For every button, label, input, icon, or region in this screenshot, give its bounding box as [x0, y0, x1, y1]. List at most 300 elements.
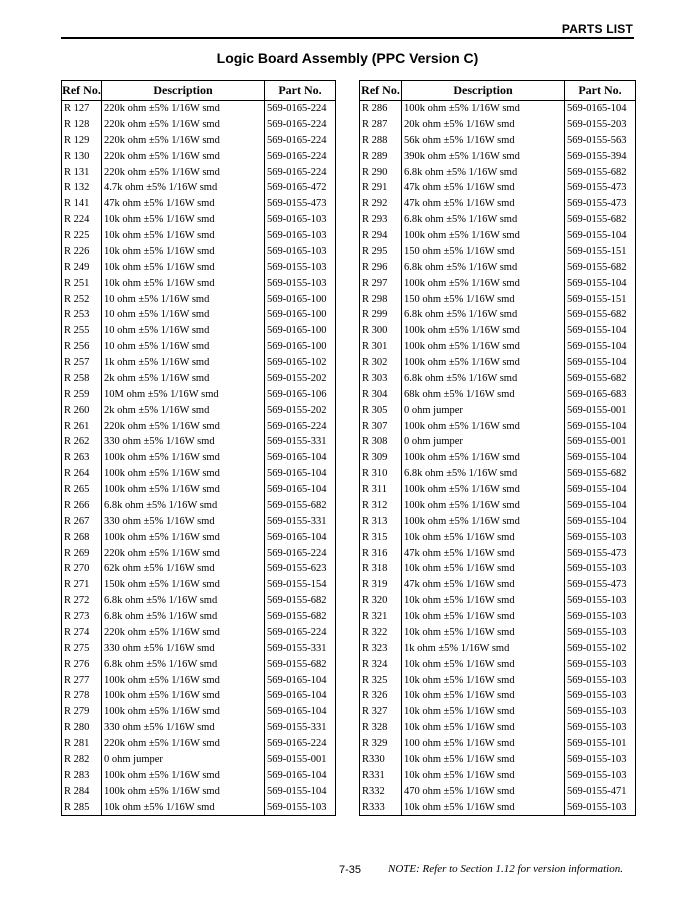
description-cell: 220k ohm ±5% 1/16W smd [102, 736, 265, 752]
table-row [62, 196, 336, 212]
ref-no-cell: R 292 [360, 196, 402, 212]
ref-no-cell: R 318 [360, 561, 402, 577]
description-cell: 47k ohm ±5% 1/16W smd [402, 546, 565, 562]
ref-no-cell: R 298 [360, 292, 402, 308]
description-cell: 10k ohm ±5% 1/16W smd [402, 593, 565, 609]
part-no-cell: 569-0155-682 [567, 261, 627, 273]
table-row [62, 419, 336, 435]
ref-no-cell: R 253 [62, 307, 102, 323]
table-row [360, 625, 636, 641]
table-row [62, 133, 336, 149]
part-no-cell: 569-0165-102 [267, 357, 327, 368]
ref-no-cell: R 141 [62, 196, 102, 212]
ref-no-cell: R 263 [62, 450, 102, 466]
ref-no-cell: R 291 [360, 180, 402, 196]
ref-no-cell: R 300 [360, 323, 402, 339]
part-no-cell: 569-0155-103 [567, 595, 627, 607]
table-row [62, 593, 336, 609]
ref-no-cell: R 225 [62, 228, 102, 244]
table-row [360, 720, 636, 736]
table-row [62, 704, 336, 720]
description-cell: 100k ohm ±5% 1/16W smd [402, 450, 565, 466]
table-row [360, 561, 636, 577]
part-no-cell: 569-0155-473 [567, 198, 627, 210]
description-cell: 10k ohm ±5% 1/16W smd [402, 657, 565, 673]
part-no-cell: 569-0165-224 [267, 420, 327, 432]
table-row [62, 482, 336, 498]
description-cell: 2k ohm ±5% 1/16W smd [102, 403, 265, 419]
table-row [360, 641, 636, 657]
ref-no-cell: R332 [360, 784, 402, 800]
table-header-row [360, 81, 636, 101]
table-row [360, 498, 636, 514]
table-row [62, 800, 336, 816]
ref-no-cell: R 127 [62, 101, 102, 117]
ref-no-cell: R 128 [62, 117, 102, 133]
table-row [62, 768, 336, 784]
description-cell: 0 ohm jumper [402, 434, 565, 450]
ref-no-cell: R 264 [62, 466, 102, 482]
description-cell: 100k ohm ±5% 1/16W smd [102, 482, 265, 498]
table-row [62, 466, 336, 482]
table-row [62, 260, 336, 276]
ref-no-cell: R 277 [62, 673, 102, 689]
ref-no-cell: R 319 [360, 577, 402, 593]
part-no-cell: 569-0155-473 [567, 547, 627, 559]
table-row [62, 688, 336, 704]
description-cell: 150k ohm ±5% 1/16W smd [102, 577, 265, 593]
table-row [62, 355, 336, 371]
part-no-cell: 569-0155-104 [567, 277, 627, 289]
description-cell: 220k ohm ±5% 1/16W smd [102, 101, 265, 117]
ref-no-cell: R 256 [62, 339, 102, 355]
part-no-cell: 569-0155-682 [567, 372, 627, 384]
description-cell: 10k ohm ±5% 1/16W smd [402, 704, 565, 720]
ref-no-cell: R 226 [62, 244, 102, 260]
ref-no-cell: R 258 [62, 371, 102, 387]
ref-no-cell: R 131 [62, 165, 102, 181]
ref-no-cell: R 302 [360, 355, 402, 371]
ref-no-cell: R 309 [360, 450, 402, 466]
description-cell: 6.8k ohm ±5% 1/16W smd [402, 466, 565, 482]
part-no-header: Part No. [265, 81, 336, 101]
part-no-cell: 569-0165-100 [267, 309, 327, 321]
part-no-cell: 569-0155-103 [567, 611, 627, 622]
description-cell: 100k ohm ±5% 1/16W smd [402, 101, 565, 117]
description-cell: 100k ohm ±5% 1/16W smd [402, 419, 565, 435]
part-no-cell: 569-0165-224 [267, 134, 327, 146]
part-no-cell: 569-0155-104 [267, 785, 327, 797]
table-row [62, 165, 336, 181]
description-cell: 47k ohm ±5% 1/16W smd [102, 196, 265, 212]
table-row [360, 466, 636, 482]
ref-no-cell: R 272 [62, 593, 102, 609]
description-cell: 100k ohm ±5% 1/16W smd [402, 514, 565, 530]
part-no-cell: 569-0165-106 [267, 388, 327, 400]
ref-no-cell: R 265 [62, 482, 102, 498]
section-header: PARTS LIST [561, 22, 633, 36]
part-no-header: Part No. [565, 81, 636, 101]
table-row [62, 403, 336, 419]
ref-no-cell: R 295 [360, 244, 402, 260]
table-row [360, 307, 636, 323]
ref-no-cell: R 259 [62, 387, 102, 403]
table-row [360, 117, 636, 133]
table-row [62, 371, 336, 387]
description-cell: 10 ohm ±5% 1/16W smd [102, 307, 265, 323]
table-row [360, 323, 636, 339]
description-cell: 330 ohm ±5% 1/16W smd [102, 720, 265, 736]
description-cell: 220k ohm ±5% 1/16W smd [102, 546, 265, 562]
table-row [360, 530, 636, 546]
description-cell: 10k ohm ±5% 1/16W smd [102, 800, 265, 816]
ref-no-cell: R 290 [360, 165, 402, 181]
part-no-cell: 569-0155-001 [267, 753, 327, 765]
ref-no-header: Ref No. [360, 81, 402, 101]
description-cell: 330 ohm ±5% 1/16W smd [102, 641, 265, 657]
description-cell: 10k ohm ±5% 1/16W smd [402, 625, 565, 641]
table-row [62, 292, 336, 308]
description-cell: 100k ohm ±5% 1/16W smd [402, 482, 565, 498]
table-row [360, 768, 636, 784]
table-row [62, 180, 336, 196]
part-no-cell: 569-0155-103 [567, 706, 627, 718]
part-no-cell: 569-0155-473 [567, 182, 627, 194]
part-no-cell: 569-0165-103 [267, 230, 327, 241]
table-row [62, 514, 336, 530]
part-no-cell: 569-0155-104 [567, 420, 627, 432]
ref-no-cell: R 260 [62, 403, 102, 419]
part-no-cell: 569-0165-224 [267, 626, 327, 638]
description-cell: 100k ohm ±5% 1/16W smd [402, 498, 565, 514]
table-row [360, 339, 636, 355]
description-cell: 10k ohm ±5% 1/16W smd [102, 276, 265, 292]
part-no-cell: 569-0165-103 [267, 214, 327, 226]
table-row [62, 498, 336, 514]
ref-no-cell: R 268 [62, 530, 102, 546]
table-row [360, 133, 636, 149]
description-cell: 150 ohm ±5% 1/16W smd [402, 292, 565, 308]
description-cell: 220k ohm ±5% 1/16W smd [102, 149, 265, 165]
description-cell: 10k ohm ±5% 1/16W smd [402, 609, 565, 625]
table-row [62, 673, 336, 689]
description-cell: 10 ohm ±5% 1/16W smd [102, 292, 265, 308]
table-row [62, 323, 336, 339]
part-no-cell: 569-0155-331 [267, 722, 327, 734]
ref-no-cell: R 257 [62, 355, 102, 371]
table-row [360, 514, 636, 530]
table-row [360, 244, 636, 260]
table-row [62, 276, 336, 292]
table-row [62, 212, 336, 228]
description-cell: 20k ohm ±5% 1/16W smd [402, 117, 565, 133]
part-no-cell: 569-0155-682 [267, 595, 327, 607]
part-no-cell: 569-0165-104 [267, 690, 327, 702]
part-no-cell: 569-0155-203 [567, 118, 627, 130]
table-row [62, 450, 336, 466]
table-row [62, 101, 336, 117]
table-row [360, 593, 636, 609]
description-cell: 100k ohm ±5% 1/16W smd [102, 704, 265, 720]
description-cell: 100k ohm ±5% 1/16W smd [102, 784, 265, 800]
description-cell: 1k ohm ±5% 1/16W smd [402, 641, 565, 657]
ref-no-cell: R 288 [360, 133, 402, 149]
description-cell: 330 ohm ±5% 1/16W smd [102, 434, 265, 450]
part-no-cell: 569-0155-682 [567, 468, 627, 480]
part-no-cell: 569-0155-103 [567, 563, 627, 575]
description-cell: 10k ohm ±5% 1/16W smd [402, 752, 565, 768]
description-cell: 100k ohm ±5% 1/16W smd [402, 228, 565, 244]
header-rule [61, 37, 634, 39]
part-no-cell: 569-0155-682 [267, 658, 327, 670]
ref-no-cell: R 274 [62, 625, 102, 641]
description-cell: 10k ohm ±5% 1/16W smd [402, 561, 565, 577]
part-no-cell: 569-0165-104 [267, 769, 327, 781]
part-no-cell: 569-0165-224 [267, 150, 327, 162]
part-no-cell: 569-0155-104 [567, 341, 627, 353]
table-row [360, 657, 636, 673]
table-row [360, 212, 636, 228]
ref-no-cell: R 255 [62, 323, 102, 339]
description-cell: 6.8k ohm ±5% 1/16W smd [402, 371, 565, 387]
description-cell: 68k ohm ±5% 1/16W smd [402, 387, 565, 403]
description-cell: 10 ohm ±5% 1/16W smd [102, 339, 265, 355]
ref-no-cell: R 315 [360, 530, 402, 546]
description-cell: 100k ohm ±5% 1/16W smd [402, 323, 565, 339]
ref-no-header: Ref No. [62, 81, 102, 101]
table-row [360, 577, 636, 593]
part-no-cell: 569-0165-104 [267, 706, 327, 718]
part-no-cell: 569-0155-682 [567, 309, 627, 321]
description-cell: 6.8k ohm ±5% 1/16W smd [102, 593, 265, 609]
ref-no-cell: R 320 [360, 593, 402, 609]
ref-no-cell: R 325 [360, 673, 402, 689]
description-cell: 47k ohm ±5% 1/16W smd [402, 577, 565, 593]
ref-no-cell: R 287 [360, 117, 402, 133]
description-cell: 220k ohm ±5% 1/16W smd [102, 117, 265, 133]
part-no-cell: 569-0165-104 [267, 674, 327, 686]
part-no-cell: 569-0155-331 [267, 515, 327, 527]
table-row [360, 149, 636, 165]
table-row [360, 228, 636, 244]
table-row [62, 228, 336, 244]
table-row [62, 657, 336, 673]
ref-no-cell: R 283 [62, 768, 102, 784]
part-no-cell: 569-0155-103 [567, 801, 627, 813]
part-no-cell: 569-0165-472 [267, 182, 327, 194]
part-no-cell: 569-0165-224 [267, 166, 327, 178]
part-no-cell: 569-0155-103 [567, 531, 627, 543]
description-cell: 47k ohm ±5% 1/16W smd [402, 180, 565, 196]
table-row [360, 165, 636, 181]
part-no-cell: 569-0155-103 [567, 690, 627, 702]
ref-no-cell: R 311 [360, 482, 402, 498]
description-cell: 100k ohm ±5% 1/16W smd [402, 355, 565, 371]
ref-no-cell: R 280 [62, 720, 102, 736]
ref-no-cell: R 279 [62, 704, 102, 720]
description-cell: 220k ohm ±5% 1/16W smd [102, 165, 265, 181]
table-row [360, 450, 636, 466]
ref-no-cell: R 270 [62, 561, 102, 577]
description-cell: 220k ohm ±5% 1/16W smd [102, 625, 265, 641]
part-no-cell: 569-0155-151 [567, 245, 627, 257]
ref-no-cell: R 304 [360, 387, 402, 403]
description-cell: 2k ohm ±5% 1/16W smd [102, 371, 265, 387]
ref-no-cell: R 281 [62, 736, 102, 752]
description-header: Description [102, 81, 265, 101]
part-no-cell: 569-0155-394 [567, 150, 627, 162]
ref-no-cell: R331 [360, 768, 402, 784]
ref-no-cell: R330 [360, 752, 402, 768]
description-cell: 100 ohm ±5% 1/16W smd [402, 736, 565, 752]
ref-no-cell: R 313 [360, 514, 402, 530]
description-cell: 6.8k ohm ±5% 1/16W smd [102, 609, 265, 625]
table-row [360, 482, 636, 498]
table-row [62, 561, 336, 577]
ref-no-cell: R 261 [62, 419, 102, 435]
table-header-row [62, 81, 336, 101]
ref-no-cell: R 322 [360, 625, 402, 641]
table-row [62, 577, 336, 593]
table-row [360, 196, 636, 212]
part-no-cell: 569-0155-104 [567, 499, 627, 511]
description-cell: 470 ohm ±5% 1/16W smd [402, 784, 565, 800]
description-cell: 100k ohm ±5% 1/16W smd [102, 768, 265, 784]
ref-no-cell: R 282 [62, 752, 102, 768]
ref-no-cell: R 310 [360, 466, 402, 482]
description-cell: 10k ohm ±5% 1/16W smd [402, 688, 565, 704]
part-no-cell: 569-0155-103 [567, 626, 627, 638]
part-no-cell: 569-0155-103 [267, 801, 327, 813]
ref-no-cell: R 251 [62, 276, 102, 292]
table-row [360, 292, 636, 308]
description-cell: 100k ohm ±5% 1/16W smd [102, 466, 265, 482]
part-no-cell: 569-0165-224 [267, 738, 327, 749]
part-no-cell: 569-0155-331 [267, 642, 327, 654]
ref-no-cell: R 307 [360, 419, 402, 435]
part-no-cell: 569-0155-202 [267, 404, 327, 416]
ref-no-cell: R 293 [360, 212, 402, 228]
table-row [62, 625, 336, 641]
ref-no-cell: R 262 [62, 434, 102, 450]
description-cell: 100k ohm ±5% 1/16W smd [102, 530, 265, 546]
table-row [62, 720, 336, 736]
ref-no-cell: R 275 [62, 641, 102, 657]
part-no-cell: 569-0155-104 [567, 230, 627, 241]
part-no-cell: 569-0165-104 [567, 103, 627, 114]
table-row [62, 149, 336, 165]
ref-no-cell: R 329 [360, 736, 402, 752]
table-row [62, 117, 336, 133]
table-row [360, 800, 636, 816]
description-cell: 10M ohm ±5% 1/16W smd [102, 387, 265, 403]
ref-no-cell: R 297 [360, 276, 402, 292]
part-no-cell: 569-0155-103 [267, 277, 327, 289]
ref-no-cell: R 130 [62, 149, 102, 165]
ref-no-cell: R 324 [360, 657, 402, 673]
table-row [360, 276, 636, 292]
description-cell: 220k ohm ±5% 1/16W smd [102, 133, 265, 149]
part-no-cell: 569-0165-104 [267, 452, 327, 464]
part-no-cell: 569-0155-104 [567, 515, 627, 527]
part-no-cell: 569-0155-103 [567, 722, 627, 734]
description-cell: 100k ohm ±5% 1/16W smd [102, 450, 265, 466]
table-row [62, 736, 336, 752]
description-cell: 10k ohm ±5% 1/16W smd [102, 260, 265, 276]
description-cell: 330 ohm ±5% 1/16W smd [102, 514, 265, 530]
part-no-cell: 569-0165-104 [267, 531, 327, 543]
ref-no-cell: R 326 [360, 688, 402, 704]
table-row [360, 546, 636, 562]
part-no-cell: 569-0155-103 [567, 658, 627, 670]
description-cell: 10k ohm ±5% 1/16W smd [102, 212, 265, 228]
ref-no-cell: R 321 [360, 609, 402, 625]
part-no-cell: 569-0165-224 [267, 103, 327, 114]
description-cell: 10k ohm ±5% 1/16W smd [402, 768, 565, 784]
description-cell: 0 ohm jumper [102, 752, 265, 768]
part-no-cell: 569-0155-103 [567, 753, 627, 765]
ref-no-cell: R 285 [62, 800, 102, 816]
table-row [62, 387, 336, 403]
description-cell: 10k ohm ±5% 1/16W smd [102, 244, 265, 260]
table-row [360, 704, 636, 720]
description-cell: 220k ohm ±5% 1/16W smd [102, 419, 265, 435]
ref-no-cell: R 284 [62, 784, 102, 800]
description-cell: 10k ohm ±5% 1/16W smd [402, 530, 565, 546]
table-row [360, 260, 636, 276]
part-no-cell: 569-0155-473 [567, 579, 627, 591]
table-row [62, 609, 336, 625]
description-cell: 56k ohm ±5% 1/16W smd [402, 133, 565, 149]
table-row [360, 355, 636, 371]
description-cell: 6.8k ohm ±5% 1/16W smd [402, 260, 565, 276]
ref-no-cell: R 273 [62, 609, 102, 625]
parts-table-right [359, 80, 636, 816]
part-no-cell: 569-0155-563 [567, 134, 627, 146]
part-no-cell: 569-0165-104 [267, 468, 327, 480]
ref-no-cell: R 289 [360, 149, 402, 165]
page-number: 7-35 [339, 864, 362, 876]
table-row [62, 530, 336, 546]
ref-no-cell: R 294 [360, 228, 402, 244]
description-cell: 10k ohm ±5% 1/16W smd [402, 800, 565, 816]
table-row [62, 434, 336, 450]
description-cell: 100k ohm ±5% 1/16W smd [402, 276, 565, 292]
table-row [62, 641, 336, 657]
ref-no-cell: R 296 [360, 260, 402, 276]
part-no-cell: 569-0155-682 [567, 166, 627, 178]
table-row [360, 419, 636, 435]
part-no-cell: 569-0155-104 [567, 484, 627, 495]
description-cell: 100k ohm ±5% 1/16W smd [102, 688, 265, 704]
part-no-cell: 569-0155-682 [567, 214, 627, 226]
part-no-cell: 569-0155-682 [267, 499, 327, 511]
ref-no-cell: R 301 [360, 339, 402, 355]
table-row [62, 752, 336, 768]
part-no-cell: 569-0165-683 [567, 388, 627, 400]
table-row [360, 752, 636, 768]
part-no-cell: 569-0155-154 [267, 579, 327, 591]
description-cell: 6.8k ohm ±5% 1/16W smd [402, 165, 565, 181]
part-no-cell: 569-0165-103 [267, 245, 327, 257]
ref-no-cell: R 276 [62, 657, 102, 673]
table-row [62, 307, 336, 323]
part-no-cell: 569-0165-104 [267, 484, 327, 495]
ref-no-cell: R 308 [360, 434, 402, 450]
description-header: Description [402, 81, 565, 101]
part-no-cell: 569-0155-682 [267, 611, 327, 622]
part-no-cell: 569-0155-331 [267, 436, 327, 448]
